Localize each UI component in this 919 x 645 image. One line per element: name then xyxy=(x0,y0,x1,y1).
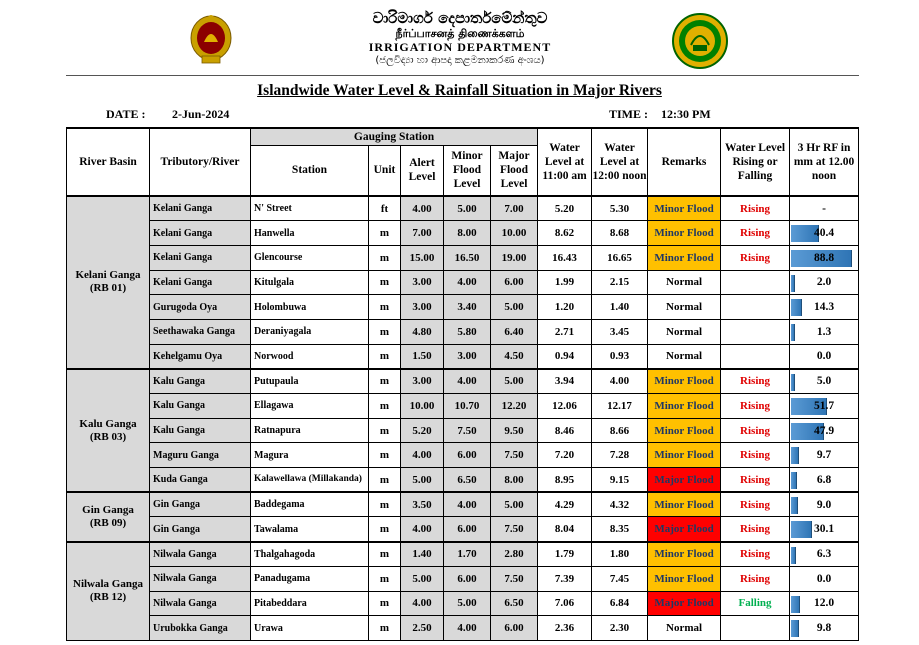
tributary-cell: Nilwala Ganga xyxy=(150,591,251,616)
trend-cell xyxy=(721,295,790,320)
water-level-1200-cell: 8.66 xyxy=(592,418,648,443)
rainfall-cell xyxy=(790,196,859,221)
rainfall-cell xyxy=(790,517,859,542)
major-flood-level-cell: 2.80 xyxy=(491,542,538,567)
remarks-status-badge: Minor Flood xyxy=(648,369,721,394)
minor-flood-level-cell: 16.50 xyxy=(444,245,491,270)
rainfall-bar xyxy=(791,472,797,489)
minor-flood-level-cell: 5.00 xyxy=(444,591,491,616)
major-flood-level-cell: 9.50 xyxy=(491,418,538,443)
rainfall-value: 9.7 xyxy=(816,449,832,462)
basin-code: (RB 01) xyxy=(89,282,127,295)
major-flood-level-cell: 8.00 xyxy=(491,468,538,493)
water-level-1100-cell: 0.94 xyxy=(538,344,592,369)
rainfall-cell xyxy=(790,542,859,567)
water-level-1200-cell: 6.84 xyxy=(592,591,648,616)
rainfall-cell xyxy=(790,468,859,493)
unit-cell: m xyxy=(369,542,401,567)
rainfall-value: 40.4 xyxy=(813,227,835,240)
station-cell: Magura xyxy=(251,443,369,468)
basin-code: (RB 09) xyxy=(89,516,127,529)
water-level-1200-cell: 12.17 xyxy=(592,394,648,419)
unit-cell: m xyxy=(369,616,401,641)
water-level-1100-cell: 1.79 xyxy=(538,542,592,567)
alert-level-cell: 7.00 xyxy=(401,221,444,246)
minor-flood-level-cell: 3.00 xyxy=(444,344,491,369)
rainfall-value: 51.7 xyxy=(813,399,835,412)
table-row xyxy=(67,443,859,468)
minor-flood-level-cell: 10.70 xyxy=(444,394,491,419)
alert-level-cell: 2.50 xyxy=(401,616,444,641)
station-cell: Tawalama xyxy=(251,517,369,542)
table-row xyxy=(67,270,859,295)
trend-cell xyxy=(721,270,790,295)
rainfall-bar xyxy=(791,324,795,341)
water-level-1100-cell: 4.29 xyxy=(538,492,592,517)
col-header-remarks: Remarks xyxy=(648,128,721,196)
rainfall-value: 88.8 xyxy=(813,251,835,264)
station-cell: Urawa xyxy=(251,616,369,641)
rainfall-bar xyxy=(791,275,795,292)
table-row xyxy=(67,492,859,517)
water-level-1200-cell: 0.93 xyxy=(592,344,648,369)
tributary-cell: Urubokka Ganga xyxy=(150,616,251,641)
trend-cell xyxy=(721,344,790,369)
basin-name: Nilwala Ganga xyxy=(73,578,143,591)
remarks-status-badge: Major Flood xyxy=(648,468,721,493)
basin-name: Gin Ganga xyxy=(82,503,134,516)
rainfall-value: 0.0 xyxy=(816,572,832,585)
rainfall-value: 0.0 xyxy=(816,350,832,363)
unit-cell: m xyxy=(369,566,401,591)
alert-level-cell: 1.40 xyxy=(401,542,444,567)
unit-cell: m xyxy=(369,270,401,295)
col-header-rainfall: 3 Hr RF in mm at 12.00 noon xyxy=(790,128,859,196)
alert-level-cell: 4.00 xyxy=(401,517,444,542)
table-row xyxy=(67,468,859,493)
table-row xyxy=(67,566,859,591)
minor-flood-level-cell: 7.50 xyxy=(444,418,491,443)
minor-flood-level-cell: 6.00 xyxy=(444,517,491,542)
table-row xyxy=(67,196,859,221)
major-flood-level-cell: 7.00 xyxy=(491,196,538,221)
alert-level-cell: 10.00 xyxy=(401,394,444,419)
trend-cell: Rising xyxy=(721,418,790,443)
remarks-status-badge: Minor Flood xyxy=(648,394,721,419)
rainfall-cell xyxy=(790,295,859,320)
org-name-tamil: நீர்ப்பாசனத் திணைக்களம் xyxy=(395,27,525,40)
tributary-cell: Maguru Ganga xyxy=(150,443,251,468)
table-row xyxy=(67,591,859,616)
minor-flood-level-cell: 3.40 xyxy=(444,295,491,320)
alert-level-cell: 4.00 xyxy=(401,591,444,616)
unit-cell: m xyxy=(369,369,401,394)
alert-level-cell: 4.00 xyxy=(401,196,444,221)
table-row xyxy=(67,245,859,270)
water-level-1200-cell: 8.35 xyxy=(592,517,648,542)
unit-cell: m xyxy=(369,344,401,369)
tributary-cell: Kalu Ganga xyxy=(150,418,251,443)
unit-cell: m xyxy=(369,295,401,320)
tributary-cell: Gin Ganga xyxy=(150,517,251,542)
minor-flood-level-cell: 5.00 xyxy=(444,196,491,221)
tributary-cell: Nilwala Ganga xyxy=(150,566,251,591)
water-level-1200-cell: 8.68 xyxy=(592,221,648,246)
tributary-cell: Kalu Ganga xyxy=(150,394,251,419)
unit-cell: m xyxy=(369,418,401,443)
trend-cell: Rising xyxy=(721,394,790,419)
rainfall-bar xyxy=(791,299,802,316)
rainfall-bar xyxy=(791,447,799,464)
time-label: TIME : xyxy=(609,107,648,121)
station-cell: Norwood xyxy=(251,344,369,369)
table-row xyxy=(67,369,859,394)
major-flood-level-cell: 7.50 xyxy=(491,517,538,542)
remarks-status-badge: Minor Flood xyxy=(648,492,721,517)
rainfall-value: 9.0 xyxy=(816,498,832,511)
remarks-status-badge: Normal xyxy=(648,616,721,641)
rainfall-bar xyxy=(791,547,796,564)
water-level-1100-cell: 1.99 xyxy=(538,270,592,295)
station-cell: Putupaula xyxy=(251,369,369,394)
tributary-cell: Kalu Ganga xyxy=(150,369,251,394)
rainfall-cell xyxy=(790,591,859,616)
remarks-status-badge: Major Flood xyxy=(648,591,721,616)
unit-cell: m xyxy=(369,245,401,270)
page-header xyxy=(0,0,919,75)
water-level-1100-cell: 7.20 xyxy=(538,443,592,468)
tributary-cell: Kelani Ganga xyxy=(150,221,251,246)
alert-level-cell: 3.00 xyxy=(401,270,444,295)
trend-cell: Rising xyxy=(721,517,790,542)
station-cell: Baddegama xyxy=(251,492,369,517)
water-level-1200-cell: 1.40 xyxy=(592,295,648,320)
remarks-status-badge: Minor Flood xyxy=(648,196,721,221)
station-cell: N' Street xyxy=(251,196,369,221)
rainfall-value: - xyxy=(822,202,826,215)
trend-cell: Falling xyxy=(721,591,790,616)
table-row xyxy=(67,221,859,246)
minor-flood-level-cell: 6.00 xyxy=(444,443,491,468)
col-header-wl-1200: Water Level at 12:00 noon xyxy=(592,128,648,196)
alert-level-cell: 3.00 xyxy=(401,295,444,320)
rainfall-value: 2.0 xyxy=(816,276,832,289)
tributary-cell: Kelani Ganga xyxy=(150,270,251,295)
minor-flood-level-cell: 4.00 xyxy=(444,616,491,641)
minor-flood-level-cell: 6.50 xyxy=(444,468,491,493)
tributary-cell: Kelani Ganga xyxy=(150,196,251,221)
water-level-1100-cell: 1.20 xyxy=(538,295,592,320)
alert-level-cell: 1.50 xyxy=(401,344,444,369)
alert-level-cell: 4.00 xyxy=(401,443,444,468)
time-value: 12:30 PM xyxy=(661,107,711,121)
station-cell: Kalawellawa (Millakanda) xyxy=(251,468,369,493)
rainfall-bar xyxy=(791,497,798,514)
station-cell: Glencourse xyxy=(251,245,369,270)
table-row xyxy=(67,394,859,419)
water-level-1200-cell: 2.15 xyxy=(592,270,648,295)
basin-cell xyxy=(67,542,150,641)
trend-cell: Rising xyxy=(721,221,790,246)
col-header-rising-falling: Water Level Rising or Falling xyxy=(721,128,790,196)
remarks-status-badge: Minor Flood xyxy=(648,542,721,567)
rainfall-value: 30.1 xyxy=(813,523,835,536)
alert-level-cell: 5.00 xyxy=(401,566,444,591)
basin-cell xyxy=(67,196,150,369)
rainfall-cell xyxy=(790,418,859,443)
water-level-1100-cell: 16.43 xyxy=(538,245,592,270)
rainfall-value: 47.9 xyxy=(813,424,835,437)
minor-flood-level-cell: 4.00 xyxy=(444,492,491,517)
rainfall-cell xyxy=(790,245,859,270)
trend-cell: Rising xyxy=(721,196,790,221)
water-level-table xyxy=(66,127,859,641)
header-divider xyxy=(66,75,859,76)
rainfall-bar xyxy=(791,521,812,538)
rainfall-bar xyxy=(791,620,799,637)
water-level-1200-cell: 3.45 xyxy=(592,319,648,344)
basin-cell xyxy=(67,369,150,492)
water-level-1200-cell: 9.15 xyxy=(592,468,648,493)
basin-name: Kalu Ganga xyxy=(79,417,137,430)
water-level-1100-cell: 12.06 xyxy=(538,394,592,419)
irrigation-department-logo xyxy=(671,13,729,69)
col-header-alert: Alert Level xyxy=(401,145,444,196)
major-flood-level-cell: 7.50 xyxy=(491,443,538,468)
rainfall-cell xyxy=(790,566,859,591)
major-flood-level-cell: 10.00 xyxy=(491,221,538,246)
basin-code: (RB 03) xyxy=(89,430,127,443)
major-flood-level-cell: 7.50 xyxy=(491,566,538,591)
org-name-sinhala: වාරිමාර්ග දෙපාර්තමේන්තුව xyxy=(372,9,548,27)
minor-flood-level-cell: 4.00 xyxy=(444,270,491,295)
major-flood-level-cell: 6.00 xyxy=(491,270,538,295)
major-flood-level-cell: 6.40 xyxy=(491,319,538,344)
station-cell: Hanwella xyxy=(251,221,369,246)
rainfall-value: 5.0 xyxy=(816,375,832,388)
rainfall-cell xyxy=(790,319,859,344)
unit-cell: m xyxy=(369,517,401,542)
alert-level-cell: 4.80 xyxy=(401,319,444,344)
rainfall-bar xyxy=(791,596,800,613)
tributary-cell: Kelani Ganga xyxy=(150,245,251,270)
tributary-cell: Gin Ganga xyxy=(150,492,251,517)
tributary-cell: Seethawaka Ganga xyxy=(150,319,251,344)
table-row xyxy=(67,517,859,542)
major-flood-level-cell: 5.00 xyxy=(491,369,538,394)
minor-flood-level-cell: 8.00 xyxy=(444,221,491,246)
station-cell: Kitulgala xyxy=(251,270,369,295)
alert-level-cell: 5.00 xyxy=(401,468,444,493)
alert-level-cell: 3.00 xyxy=(401,369,444,394)
table-row xyxy=(67,542,859,567)
water-level-1100-cell: 8.46 xyxy=(538,418,592,443)
water-level-1100-cell: 7.06 xyxy=(538,591,592,616)
unit-cell: m xyxy=(369,591,401,616)
col-header-unit: Unit xyxy=(369,145,401,196)
basin-cell xyxy=(67,492,150,541)
major-flood-level-cell: 6.00 xyxy=(491,616,538,641)
tributary-cell: Kehelgamu Oya xyxy=(150,344,251,369)
tributary-cell: Gurugoda Oya xyxy=(150,295,251,320)
col-header-major: Major Flood Level xyxy=(491,145,538,196)
table-row xyxy=(67,319,859,344)
unit-cell: m xyxy=(369,468,401,493)
alert-level-cell: 15.00 xyxy=(401,245,444,270)
alert-level-cell: 3.50 xyxy=(401,492,444,517)
major-flood-level-cell: 5.00 xyxy=(491,295,538,320)
water-level-1100-cell: 8.62 xyxy=(538,221,592,246)
station-cell: Ratnapura xyxy=(251,418,369,443)
division-name: (ජලවිද්‍යා හා ආපදා කළමනාකරණ අංශය) xyxy=(375,55,545,66)
station-cell: Thalgahagoda xyxy=(251,542,369,567)
sri-lanka-emblem-logo xyxy=(188,12,234,66)
water-level-1100-cell: 8.95 xyxy=(538,468,592,493)
remarks-status-badge: Major Flood xyxy=(648,517,721,542)
remarks-status-badge: Minor Flood xyxy=(648,221,721,246)
water-level-1200-cell: 2.30 xyxy=(592,616,648,641)
station-cell: Ellagawa xyxy=(251,394,369,419)
trend-cell: Rising xyxy=(721,542,790,567)
water-level-1200-cell: 4.00 xyxy=(592,369,648,394)
major-flood-level-cell: 19.00 xyxy=(491,245,538,270)
date-label: DATE : xyxy=(106,107,146,121)
basin-code: (RB 12) xyxy=(89,591,127,604)
minor-flood-level-cell: 4.00 xyxy=(444,369,491,394)
minor-flood-level-cell: 6.00 xyxy=(444,566,491,591)
station-cell: Panadugama xyxy=(251,566,369,591)
water-level-1100-cell: 8.04 xyxy=(538,517,592,542)
trend-cell: Rising xyxy=(721,369,790,394)
rainfall-cell xyxy=(790,492,859,517)
remarks-status-badge: Minor Flood xyxy=(648,418,721,443)
trend-cell: Rising xyxy=(721,566,790,591)
major-flood-level-cell: 5.00 xyxy=(491,492,538,517)
tributary-cell: Nilwala Ganga xyxy=(150,542,251,567)
major-flood-level-cell: 4.50 xyxy=(491,344,538,369)
water-level-1100-cell: 2.36 xyxy=(538,616,592,641)
water-level-1100-cell: 5.20 xyxy=(538,196,592,221)
remarks-status-badge: Minor Flood xyxy=(648,566,721,591)
col-header-basin: River Basin xyxy=(67,128,150,196)
water-level-1100-cell: 3.94 xyxy=(538,369,592,394)
unit-cell: m xyxy=(369,443,401,468)
rainfall-cell xyxy=(790,270,859,295)
col-header-wl-1100: Water Level at 11:00 am xyxy=(538,128,592,196)
header-text-block xyxy=(310,9,610,68)
rainfall-value: 14.3 xyxy=(813,301,835,314)
table-row xyxy=(67,418,859,443)
date-value: 2-Jun-2024 xyxy=(172,107,230,121)
rainfall-cell xyxy=(790,344,859,369)
station-cell: Holombuwa xyxy=(251,295,369,320)
rainfall-cell xyxy=(790,616,859,641)
unit-cell: m xyxy=(369,492,401,517)
water-level-1200-cell: 7.28 xyxy=(592,443,648,468)
unit-cell: m xyxy=(369,221,401,246)
rainfall-cell xyxy=(790,369,859,394)
remarks-status-badge: Normal xyxy=(648,344,721,369)
station-cell: Deraniyagala xyxy=(251,319,369,344)
table-row xyxy=(67,616,859,641)
remarks-status-badge: Minor Flood xyxy=(648,245,721,270)
rainfall-cell xyxy=(790,221,859,246)
remarks-status-badge: Normal xyxy=(648,319,721,344)
rainfall-value: 9.8 xyxy=(816,622,832,635)
major-flood-level-cell: 12.20 xyxy=(491,394,538,419)
rainfall-value: 12.0 xyxy=(813,597,835,610)
water-level-1200-cell: 7.45 xyxy=(592,566,648,591)
rainfall-value: 6.3 xyxy=(816,548,832,561)
rainfall-bar xyxy=(791,374,795,391)
water-level-1200-cell: 1.80 xyxy=(592,542,648,567)
unit-cell: m xyxy=(369,319,401,344)
trend-cell: Rising xyxy=(721,245,790,270)
table-row xyxy=(67,295,859,320)
basin-name: Kelani Ganga xyxy=(75,269,141,282)
trend-cell: Rising xyxy=(721,492,790,517)
remarks-status-badge: Minor Flood xyxy=(648,443,721,468)
col-header-gauging-station: Gauging Station xyxy=(251,128,538,145)
trend-cell xyxy=(721,616,790,641)
water-level-1200-cell: 5.30 xyxy=(592,196,648,221)
col-header-minor: Minor Flood Level xyxy=(444,145,491,196)
station-cell: Pitabeddara xyxy=(251,591,369,616)
trend-cell: Rising xyxy=(721,443,790,468)
unit-cell: m xyxy=(369,394,401,419)
rainfall-cell xyxy=(790,443,859,468)
major-flood-level-cell: 6.50 xyxy=(491,591,538,616)
table-body xyxy=(67,196,859,640)
alert-level-cell: 5.20 xyxy=(401,418,444,443)
org-name-english: IRRIGATION DEPARTMENT xyxy=(368,40,552,54)
minor-flood-level-cell: 5.80 xyxy=(444,319,491,344)
col-header-tributary: Tributory/River xyxy=(150,128,251,196)
water-level-1200-cell: 16.65 xyxy=(592,245,648,270)
unit-cell: ft xyxy=(369,196,401,221)
remarks-status-badge: Normal xyxy=(648,270,721,295)
water-level-1200-cell: 4.32 xyxy=(592,492,648,517)
rainfall-value: 6.8 xyxy=(816,473,832,486)
trend-cell: Rising xyxy=(721,468,790,493)
col-header-station: Station xyxy=(251,145,369,196)
tributary-cell: Kuda Ganga xyxy=(150,468,251,493)
trend-cell xyxy=(721,319,790,344)
water-level-1100-cell: 7.39 xyxy=(538,566,592,591)
page-title: Islandwide Water Level & Rainfall Situation in Major Rivers xyxy=(257,82,662,99)
rainfall-value: 1.3 xyxy=(816,325,832,338)
remarks-status-badge: Normal xyxy=(648,295,721,320)
water-level-1100-cell: 2.71 xyxy=(538,319,592,344)
table-row xyxy=(67,344,859,369)
rainfall-cell xyxy=(790,394,859,419)
minor-flood-level-cell: 1.70 xyxy=(444,542,491,567)
